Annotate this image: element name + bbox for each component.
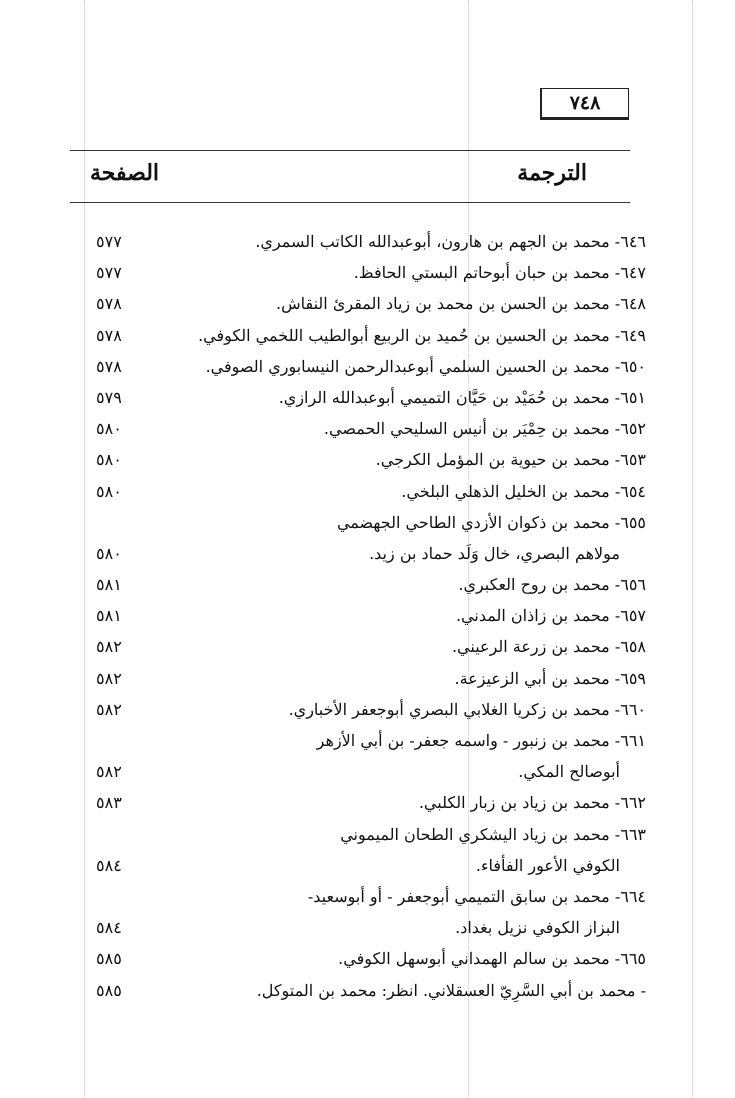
index-entry-row [70,569,646,600]
entry-page-number: ٥٨١ [96,575,122,595]
index-entry-row [70,975,646,1006]
entry-text: ٦٤٧- محمد بن حبان أبوحاتم البستي الحافظ. [353,263,646,283]
index-entry-row [70,226,646,257]
index-entries [70,226,646,1006]
entry-text: البزاز الكوفي نزيل بغداد. [455,918,620,938]
index-entry-row [70,881,646,912]
entry-text: ٦٥٧- محمد بن زاذان المدني. [455,606,646,626]
entry-page-number: ٥٨٠ [96,481,122,501]
entry-page-number: ٥٨٢ [96,637,122,657]
entry-text: - محمد بن أبي السَّرِيّ العسقلاني. انظر: محمد بن المتوكل. [256,980,646,1000]
entry-text: ٦٦١- محمد بن زنبور - واسمه جعفر- بن أبي الأزهر [316,731,646,750]
entry-page-number: ٥٧٧ [96,263,122,283]
entry-text: ٦٦٠- محمد بن زكريا الغلابي البصري أبوجعفر الأخباري. [288,699,646,719]
header-rule-top [70,150,630,151]
index-entry-row [70,631,646,662]
entry-text: ٦٦٤- محمد بن سابق التميمي أبوجعفر - أو أبوسعيد- [307,886,646,906]
entry-text: ٦٥٩- محمد بن أبي الزعيزعة. [454,668,646,688]
column-title-translation: الترجمة [517,160,587,186]
entry-text: الكوفي الأعور الفأفاء. [475,855,620,875]
entry-page-number: ٥٨٠ [96,543,122,563]
index-entry-row [70,538,646,569]
scan-dotted-line [692,0,693,1098]
entry-page-number: ٥٧٩ [96,387,122,407]
entry-page-number: ٥٨٥ [96,980,122,1000]
index-entry-row [70,320,646,351]
index-entry-row [70,943,646,974]
entry-text: ٦٦٥- محمد بن سالم الهمداني أبوسهل الكوفي. [338,949,646,969]
index-entry-row [70,694,646,725]
entry-page-number: ٥٨٠ [96,450,122,470]
column-title-page: الصفحة [90,160,160,186]
entry-page-number: ٥٨٠ [96,419,122,439]
index-entry-row [70,444,646,475]
index-entry-row [70,476,646,507]
index-entry-row [70,413,646,444]
entry-text: ٦٤٨- محمد بن الحسن بن محمد بن زياد المقرئ النقاش. [276,294,646,314]
entry-page-number: ٥٧٨ [96,356,122,376]
index-entry-row [70,351,646,382]
entry-text: ٦٥٥- محمد بن ذكوان الأزدي الطاحي الجهضمي [336,512,646,532]
entry-page-number: ٥٨٣ [96,793,122,813]
index-entry-row [70,257,646,288]
index-entry-row [70,912,646,943]
entry-text: ٦٥٠- محمد بن الحسين السلمي أبوعبدالرحمن النيسابوري الصوفي. [205,356,646,376]
header-rule-bottom [70,202,630,203]
entry-text: ٦٤٩- محمد بن الحسين بن حُميد بن الربيع أبوالطيب اللخمي الكوفي. [198,325,646,345]
page-number: ٧٤٨ [540,88,629,120]
entry-text: ٦٥٢- محمد بن حِمْيَر بن أنيس السليحي الحمصي. [323,419,646,439]
index-entry-row [70,382,646,413]
index-entry-row [70,850,646,881]
entry-page-number: ٥٨٤ [96,918,122,938]
index-entry-row [70,600,646,631]
entry-page-number: ٥٧٨ [96,325,122,345]
entry-text: ٦٥٦- محمد بن روح العكبري. [458,575,646,595]
entry-text: ٦٥٤- محمد بن الخليل الذهلي البلخي. [401,481,646,501]
entry-page-number: ٥٧٧ [96,232,122,251]
index-entry-row [70,507,646,538]
entry-page-number: ٥٨١ [96,606,122,626]
entry-text: ٦٦٢- محمد بن زياد بن زبار الكلبي. [418,793,646,813]
entry-text: ٦٤٦- محمد بن الجهم بن هارون، أبوعبدالله الكاتب السمري. [255,232,646,251]
index-entry-row [70,725,646,756]
index-entry-row [70,756,646,787]
entry-page-number: ٥٧٨ [96,294,122,314]
entry-page-number: ٥٨٥ [96,949,122,969]
entry-page-number: ٥٨٤ [96,855,122,875]
index-entry-row [70,288,646,319]
index-entry-row [70,819,646,850]
entry-page-number: ٥٨٢ [96,668,122,688]
entry-text: ٦٥٨- محمد بن زرعة الرعيني. [451,637,646,657]
entry-text: ٦٥١- محمد بن حُمَيْد بن حَيَّان التميمي أبوعبدالله الرازي. [278,387,646,407]
entry-text: أبوصالح المكي. [518,762,620,782]
entry-text: ٦٥٣- محمد بن حيوية بن المؤمل الكرجي. [375,450,646,470]
entry-text: ٦٦٣- محمد بن زياد اليشكري الطحان الميموني [340,824,646,844]
entry-text: مولاهم البصري، خال وَلَد حماد بن زيد. [369,543,620,563]
entry-page-number: ٥٨٢ [96,762,122,782]
index-entry-row [70,663,646,694]
index-entry-row [70,787,646,818]
entry-page-number: ٥٨٢ [96,699,122,719]
